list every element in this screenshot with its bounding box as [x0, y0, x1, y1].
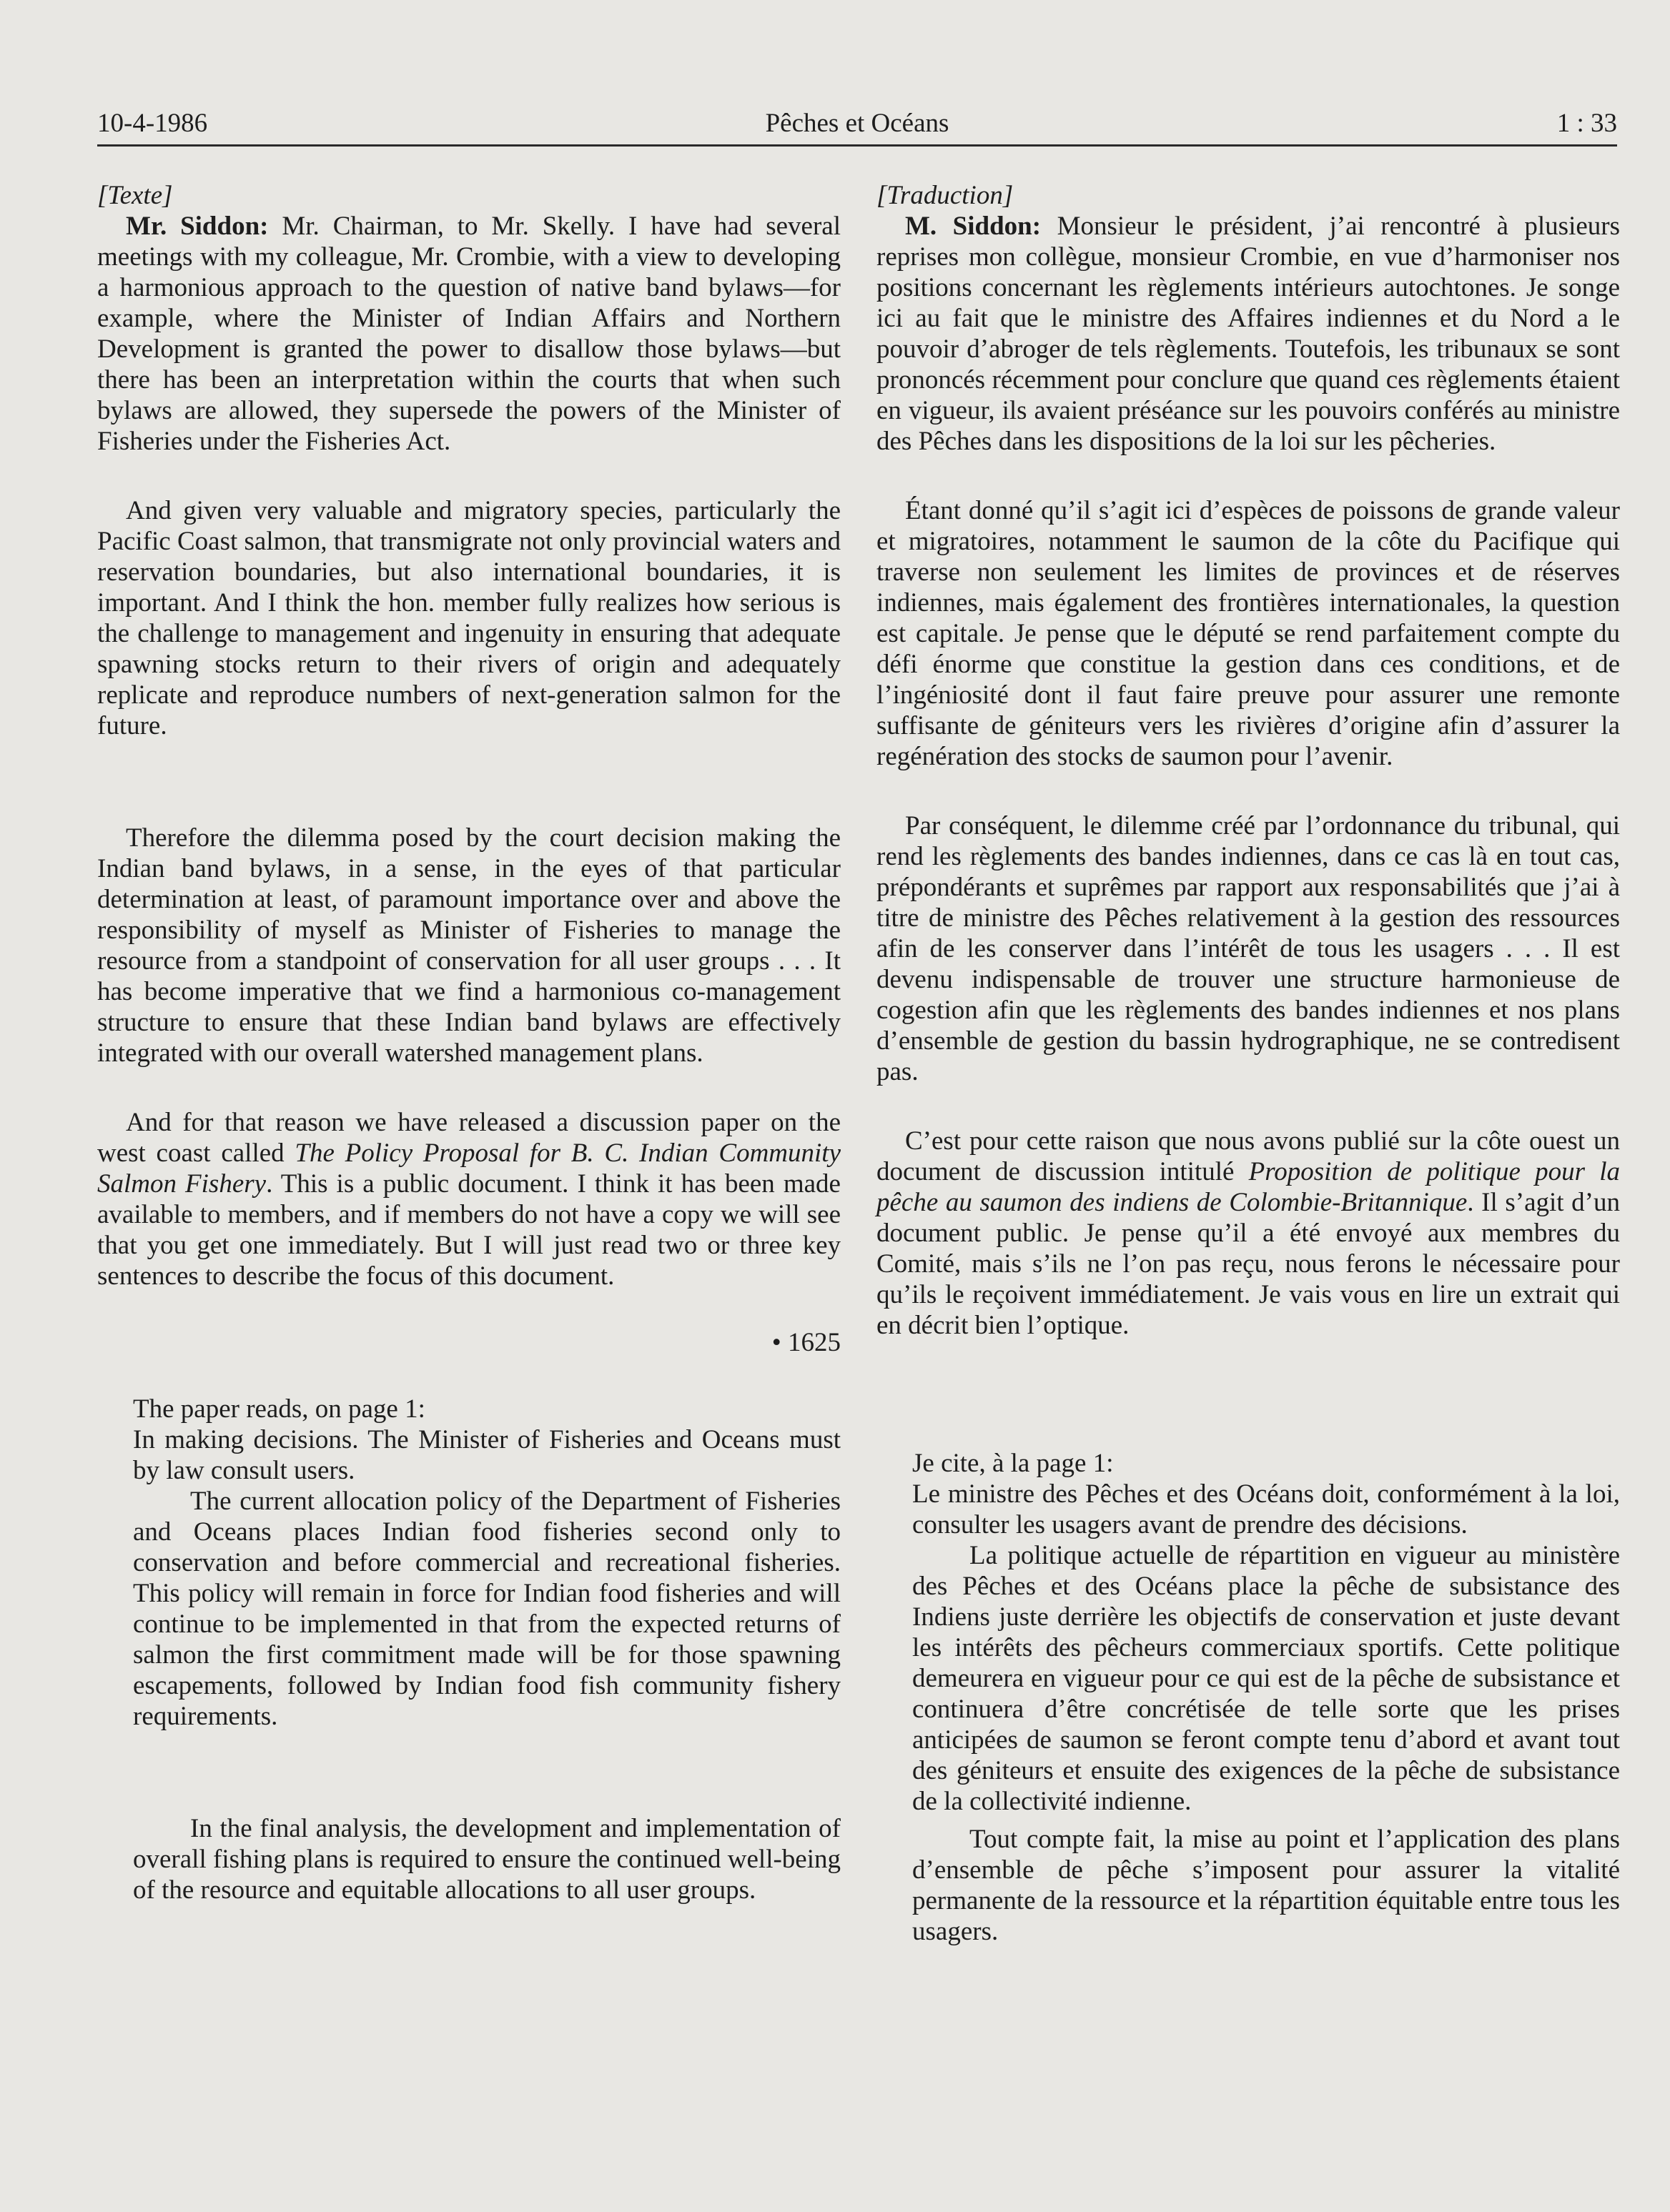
paragraph-4-text-a: C’est pour cette raison que nous avons publié sur la côte ouest un document de discussion intitulé	[876, 1126, 1620, 1186]
paragraph-1-text: Monsieur le président, j’ai rencontré à plusieurs reprises mon collègue, monsieur Crombie, en vue d’harmoniser nos positions concernant les règlements intérieurs autochtones. Je songe ici au fait que le ministre des Affaires indiennes et du Nord a le pouvoir d’abroger de tels règlements. Toutefois, les tribunaux se sont prononcés récemment pour conclure que quand ces règlements étaient en vigueur, ils avaient préséance sur les pouvoirs conférés au ministre des Pêches dans les dispositions de la loi sur les pêcheries.	[876, 212, 1620, 456]
quote-intro: The paper reads, on page 1:	[133, 1394, 425, 1424]
paragraph-4	[97, 1107, 841, 1291]
header-date: 10-4-1986	[97, 109, 208, 138]
paragraph-4-text-b: . This is a public document. I think it has been made available to members, and if members do not have a copy we will see that you get one immediately. But I will just read two or three key sentences to describe the focus of this document.	[97, 1169, 841, 1291]
quote-1: In making decisions. The Minister of Fisheries and Oceans must by law consult users.	[133, 1425, 841, 1485]
page-header	[97, 107, 1617, 147]
document-title: Proposition de politique pour la pêche au saumon des indiens de Colombie-Britannique	[876, 1157, 1620, 1217]
quote-1: Le ministre des Pêches et des Océans doit, conformément à la loi, consulter les usagers avant de prendre des décisions.	[912, 1479, 1620, 1539]
translation-label: [Traduction]	[876, 181, 1014, 210]
paragraph-4-text-a: And for that reason we have released a discussion paper on the west coast called	[97, 1108, 841, 1168]
text-label: [Texte]	[97, 181, 173, 210]
quote-block	[97, 1424, 841, 1905]
quote-3: Tout compte fait, la mise au point et l’application des plans d’ensemble de pêche s’imposent pour assurer la vitalité permanente de la ressource et la répartition équitable entre tous les usagers.	[912, 1825, 1620, 1946]
speaker-name: Mr. Siddon:	[126, 212, 269, 241]
paragraph-1	[876, 211, 1620, 457]
quote-3: In the final analysis, the development and implementation of overall fishing plans is required to ensure the continued well-being of the resource and equitable allocations to all user groups.	[133, 1814, 841, 1905]
quote-2: La politique actuelle de répartition en vigueur au ministère des Pêches et des Océans place la pêche de subsistance des Indiens juste derrière les objectifs de conservation et juste devant les intérêts des pêcheurs commerciaux sportifs. Cette politique demeurera en vigueur pour ce qui est de la pêche de subsistance et continuera d’être concrétisée de telle sorte que les prises anticipées de saumon se feront compte tenu d’abord et avant tout des géniteurs et ensuite des exigences de la pêche de subsistance de la collectivité indienne.	[912, 1541, 1620, 1816]
paragraph-2: And given very valuable and migratory species, particularly the Pacific Coast salmon, that transmigrate not only provincial waters and reservation boundaries, but also international boundaries, it is important. And I think the hon. member fully realizes how serious is the challenge to management and ingenuity in ensuring that adequate spawning stocks return to their rivers of origin and adequately replicate and reproduce numbers of next-generation salmon for the future.	[97, 496, 841, 740]
paragraph-3: Therefore the dilemma posed by the court decision making the Indian band bylaws, in a sense, in the eyes of that particular determination at least, of paramount importance over and above the responsibility of myself as Minister of Fisheries to manage the resource from a standpoint of conservation for all user groups . . . It has become imperative that we find a harmonious co-management structure to ensure that these Indian band bylaws are effectively integrated with our overall watershed management plans.	[97, 823, 841, 1068]
english-column	[97, 180, 841, 1905]
header-page-number: 1 : 33	[1556, 109, 1617, 138]
quote-intro: Je cite, à la page 1:	[912, 1449, 1114, 1478]
header-title: Pêches et Océans	[765, 109, 949, 138]
document-title: The Policy Proposal for B. C. Indian Community Salmon Fishery	[97, 1139, 841, 1199]
french-column	[876, 180, 1620, 1947]
paragraph-1-text: Mr. Chairman, to Mr. Skelly. I have had several meetings with my colleague, Mr. Crombie, with a view to developing a harmonious approach to the question of native band bylaws—for example, where the Minister of Indian Affairs and Northern Development is granted the power to disallow those bylaws—but there has been an interpretation within the courts that when such bylaws are allowed, they supersede the powers of the Minister of Fisheries under the Fisheries Act.	[97, 212, 841, 456]
quote-2: The current allocation policy of the Department of Fisheries and Oceans places Indian food fisheries second only to conservation and before commercial and recreational fisheries. This policy will remain in force for Indian food fisheries and will continue to be implemented in that from the expected returns of salmon the first commitment made will be for those spawning escapements, followed by Indian food fish community fishery requirements.	[133, 1487, 841, 1731]
paragraph-1	[97, 211, 841, 457]
paragraph-4-text-b: . Il s’agit d’un document public. Je pense qu’il a été envoyé aux membres du Comité, mais s’ils ne l’on pas reçu, nous ferons le nécessaire pour qu’ils le reçoivent immédiatement. Je vais vous en lire un extrait qui en décrit bien l’optique.	[876, 1188, 1621, 1340]
paragraph-4	[876, 1126, 1620, 1341]
paragraph-3: Par conséquent, le dilemme créé par l’ordonnance du tribunal, qui rend les règlements des bandes indiennes, dans ce cas là en tout cas, prépondérants et suprêmes par rapport aux responsabilités que j’ai à titre de ministre des Pêches relativement à la gestion des ressources afin de les conserver dans l’intérêt de tous les usagers . . . Il est devenu indispensable de trouver une structure harmonieuse de cogestion afin que les règlements des bandes indiennes et nos plans d’ensemble de gestion du bassin hydrographique, ne se contredisent pas.	[876, 811, 1620, 1086]
paragraph-2: Étant donné qu’il s’agit ici d’espèces de poissons de grande valeur et migratoires, notamment le saumon de la côte du Pacifique qui traverse non seulement les limites de provinces et de réserves indiennes, mais également des frontières internationales, la question est capitale. Je pense que le député se rend parfaitement compte du défi énorme que constitue la gestion dans ces conditions, et de l’ingéniosité dont il faut faire preuve pour assurer une remonte suffisante de géniteurs vers les rivières d’origine afin d’assurer la regénération des stocks de saumon pour l’avenir.	[876, 496, 1620, 771]
quote-block	[876, 1479, 1620, 1947]
time-marker: • 1625	[771, 1328, 841, 1357]
speaker-name: M. Siddon:	[905, 212, 1042, 241]
